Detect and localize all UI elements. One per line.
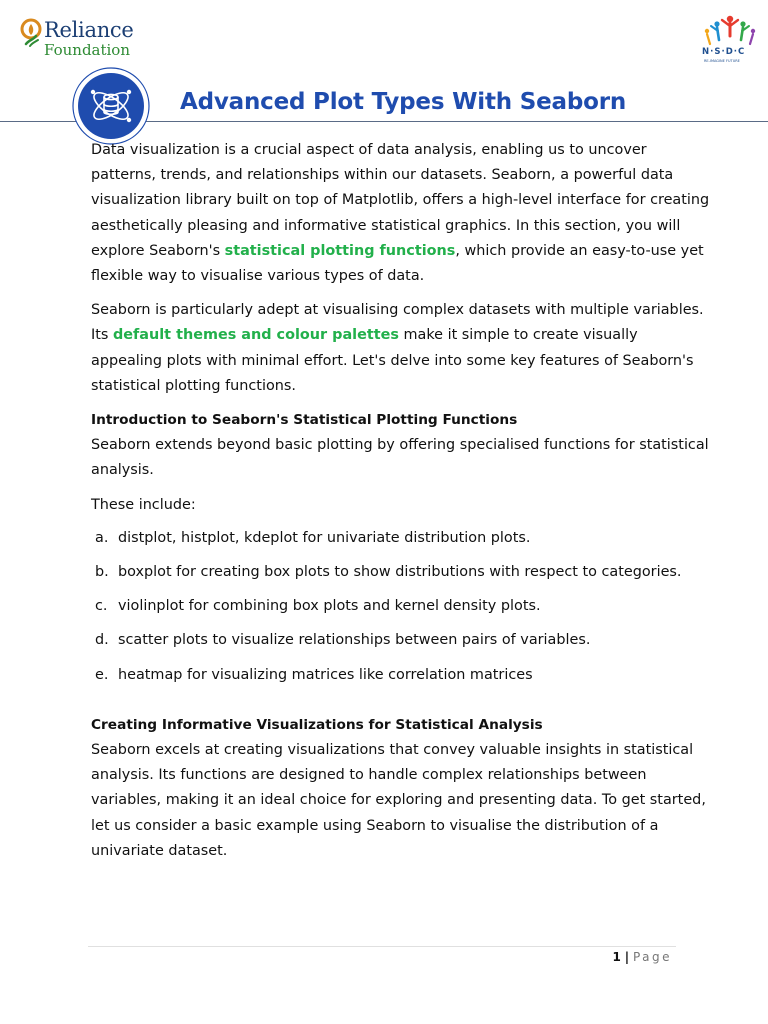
footer-divider bbox=[88, 946, 676, 947]
nsdc-people-icon bbox=[698, 14, 762, 48]
list-item-marker: e. bbox=[95, 666, 109, 683]
list-item-marker: b. bbox=[95, 564, 109, 581]
intro-paragraph-1 bbox=[91, 138, 711, 289]
highlight-default-themes: default themes and colour palettes bbox=[112, 327, 399, 344]
footer-separator: | bbox=[624, 950, 630, 964]
section-1-heading: Introduction to Seaborn's Statistical Plotting Functions bbox=[91, 412, 518, 429]
page-label: Page bbox=[632, 950, 672, 964]
list-item-marker: d. bbox=[95, 632, 109, 649]
page-footer bbox=[560, 948, 672, 966]
logo-org-name: Reliance bbox=[44, 18, 134, 42]
nsdc-logo bbox=[698, 14, 762, 70]
intro-p1-text-b: , which provide an easy-to-use yet flexible way to visualise various types of data. bbox=[91, 242, 704, 285]
nsdc-tagline: RE-IMAGINE FUTURE bbox=[704, 59, 740, 63]
list-item-text: heatmap for visualizing matrices like correlation matrices bbox=[118, 666, 533, 683]
page-number: 1 bbox=[612, 950, 621, 964]
list-item-marker: c. bbox=[95, 598, 108, 615]
nsdc-wordmark: N·S·D·C bbox=[702, 47, 746, 57]
page-title: Advanced Plot Types With Seaborn bbox=[180, 89, 627, 115]
intro-paragraph-2 bbox=[91, 298, 711, 399]
highlight-statistical-plotting: statistical plotting functions bbox=[224, 242, 456, 259]
reliance-foundation-logo bbox=[20, 16, 142, 64]
list-item-text: distplot, histplot, kdeplot for univariate distribution plots. bbox=[118, 529, 531, 546]
logo-org-sub: Foundation bbox=[44, 41, 131, 59]
list-intro: These include: bbox=[91, 496, 196, 513]
list-item bbox=[91, 663, 711, 688]
list-item-text: boxplot for creating box plots to show distributions with respect to categories. bbox=[118, 564, 682, 581]
intro-p2-text-a: Seaborn is particularly adept at visualising complex datasets with multiple variables. Its bbox=[91, 302, 704, 344]
list-item bbox=[91, 594, 711, 619]
reliance-flame-icon bbox=[20, 18, 42, 48]
section-2-heading: Creating Informative Visualizations for Statistical Analysis bbox=[91, 716, 543, 733]
intro-p1-text-a: Data visualization is a crucial aspect of data analysis, enabling us to uncover patterns, trends, and relationships within our datasets. Seaborn, a powerful data visualization library built on top of Matplotlib, offers a high-level interface for creating aesthetically pleasing and informative statistical graphics. In this section, you will explore Seaborn's bbox=[91, 142, 710, 259]
data-science-badge-icon bbox=[72, 67, 150, 145]
section-1-body: Seaborn extends beyond basic plotting by offering specialised functions for statistical analysis. bbox=[91, 437, 709, 479]
list-item bbox=[91, 526, 711, 551]
list-item-marker: a. bbox=[95, 529, 109, 546]
list-item-text: violinplot for combining box plots and kernel density plots. bbox=[118, 598, 541, 615]
list-item-text: scatter plots to visualize relationships between pairs of variables. bbox=[118, 632, 591, 649]
intro-p2-text-b: make it simple to create visually appealing plots with minimal effort. Let's delve into some key features of Seaborn's statistical plotting functions. bbox=[91, 327, 694, 394]
document-body bbox=[91, 138, 711, 864]
list-item bbox=[91, 628, 711, 653]
section-2-body: Seaborn excels at creating visualizations that convey valuable insights in statistical analysis. Its functions are designed to handle complex relationships between variables, making it an ideal choice for exploring and presenting data. To get started, let us consider a basic example using Seaborn to visualise the distribution of a univariate dataset. bbox=[91, 742, 706, 859]
plot-functions-list bbox=[91, 526, 711, 688]
list-item bbox=[91, 560, 711, 585]
